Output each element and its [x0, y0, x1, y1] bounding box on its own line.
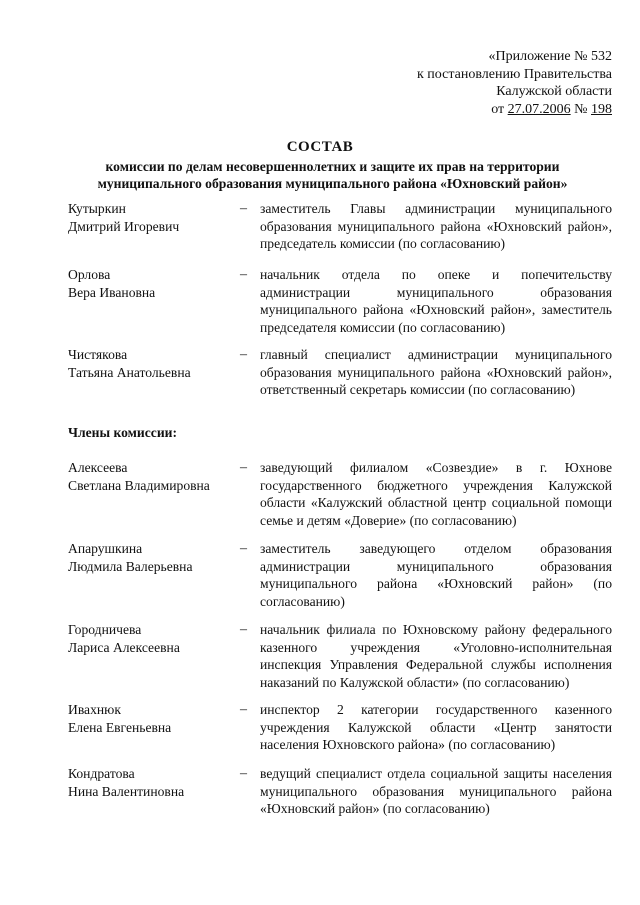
person-name: [68, 459, 238, 494]
person-role: заместитель заведующего отделом образования администрации муниципального образования муниципального района «Юхновский район» (по согласованию): [260, 541, 612, 609]
document-title: СОСТАВ: [286, 139, 354, 155]
person-surname: Чистякова: [68, 347, 128, 362]
person-role: инспектор 2 категории государственного казенного учреждения Калужской области «Центр занятости населения Юхновского района» (по согласованию): [260, 702, 612, 752]
person-name: [68, 621, 238, 656]
appendix-date: 27.07.2006: [507, 101, 571, 117]
dash-separator: –: [240, 267, 247, 282]
person-name: [68, 765, 238, 800]
members-heading: Члены комиссии:: [68, 425, 178, 440]
appendix-line-4: [352, 101, 612, 119]
appendix-line-3: Калужской области: [496, 84, 612, 99]
person-role: главный специалист администрации муниципального образования муниципального района «Юхновский район», ответственный секретарь комиссии (по согласованию): [260, 347, 612, 397]
dash-separator: –: [240, 766, 247, 781]
person-role: начальник отдела по опеке и попечительству администрации муниципального образования муниципального района «Юхновский район», заместитель председателя комиссии (по согласованию): [260, 267, 612, 335]
person-given-names: Лариса Алексеевна: [68, 639, 180, 655]
dash-separator: –: [240, 622, 247, 637]
person-surname: Алексеева: [68, 460, 128, 475]
dash-separator: –: [240, 347, 247, 362]
appendix-line-2: к постановлению Правительства: [416, 66, 612, 82]
dash-separator: –: [240, 201, 247, 216]
appendix-number-sign: №: [570, 101, 591, 117]
person-surname: Ивахнюк: [68, 702, 121, 717]
person-surname: Кутыркин: [68, 201, 126, 216]
appendix-date-prefix: от: [491, 101, 508, 117]
person-name: [68, 200, 238, 235]
person-role: ведущий специалист отдела социальной защиты населения муниципального образования муниципального района «Юхновский район» (по согласованию): [260, 766, 612, 816]
person-given-names: Людмила Валерьевна: [68, 558, 193, 574]
person-surname: Орлова: [68, 267, 111, 282]
appendix-header: [352, 48, 612, 118]
dash-separator: –: [240, 460, 247, 475]
person-role: начальник филиала по Юхновскому району федерального казенного учреждения «Уголовно-исполнительная инспекция Управления Федеральной службы исполнения наказаний по Калужской области» (по согласованию): [260, 622, 612, 690]
person-role: заместитель Главы администрации муниципального образования муниципального района «Юхновский район», председатель комиссии (по согласованию): [260, 201, 612, 251]
dash-separator: –: [240, 541, 247, 556]
person-surname: Городничева: [68, 622, 142, 637]
person-given-names: Вера Ивановна: [68, 284, 156, 300]
person-surname: Кондратова: [68, 766, 135, 781]
appendix-line-1: «Приложение № 532: [488, 49, 612, 64]
person-name: [68, 346, 238, 381]
person-given-names: Елена Евгеньевна: [68, 719, 172, 735]
person-given-names: Нина Валентиновна: [68, 783, 185, 799]
person-surname: Апарушкина: [68, 541, 143, 556]
person-name: [68, 540, 238, 575]
person-given-names: Светлана Владимировна: [68, 477, 210, 493]
subtitle-line-2: муниципального образования муниципального района «Юхновский район»: [97, 176, 568, 191]
person-role: заведующий филиалом «Созвездие» в г. Юхнове государственного бюджетного учреждения Калужской области «Калужский областной центр социальной помощи семье и детям «Доверие» (по согласованию): [260, 460, 612, 528]
person-name: [68, 266, 238, 301]
subtitle-line-1: комиссии по делам несовершеннолетних и защите их прав на территории: [105, 159, 560, 174]
dash-separator: –: [240, 702, 247, 717]
appendix-number: 198: [591, 101, 612, 117]
person-given-names: Дмитрий Игоревич: [68, 218, 180, 234]
person-given-names: Татьяна Анатольевна: [68, 364, 191, 380]
document-subtitle: [60, 158, 605, 192]
person-name: [68, 701, 238, 736]
